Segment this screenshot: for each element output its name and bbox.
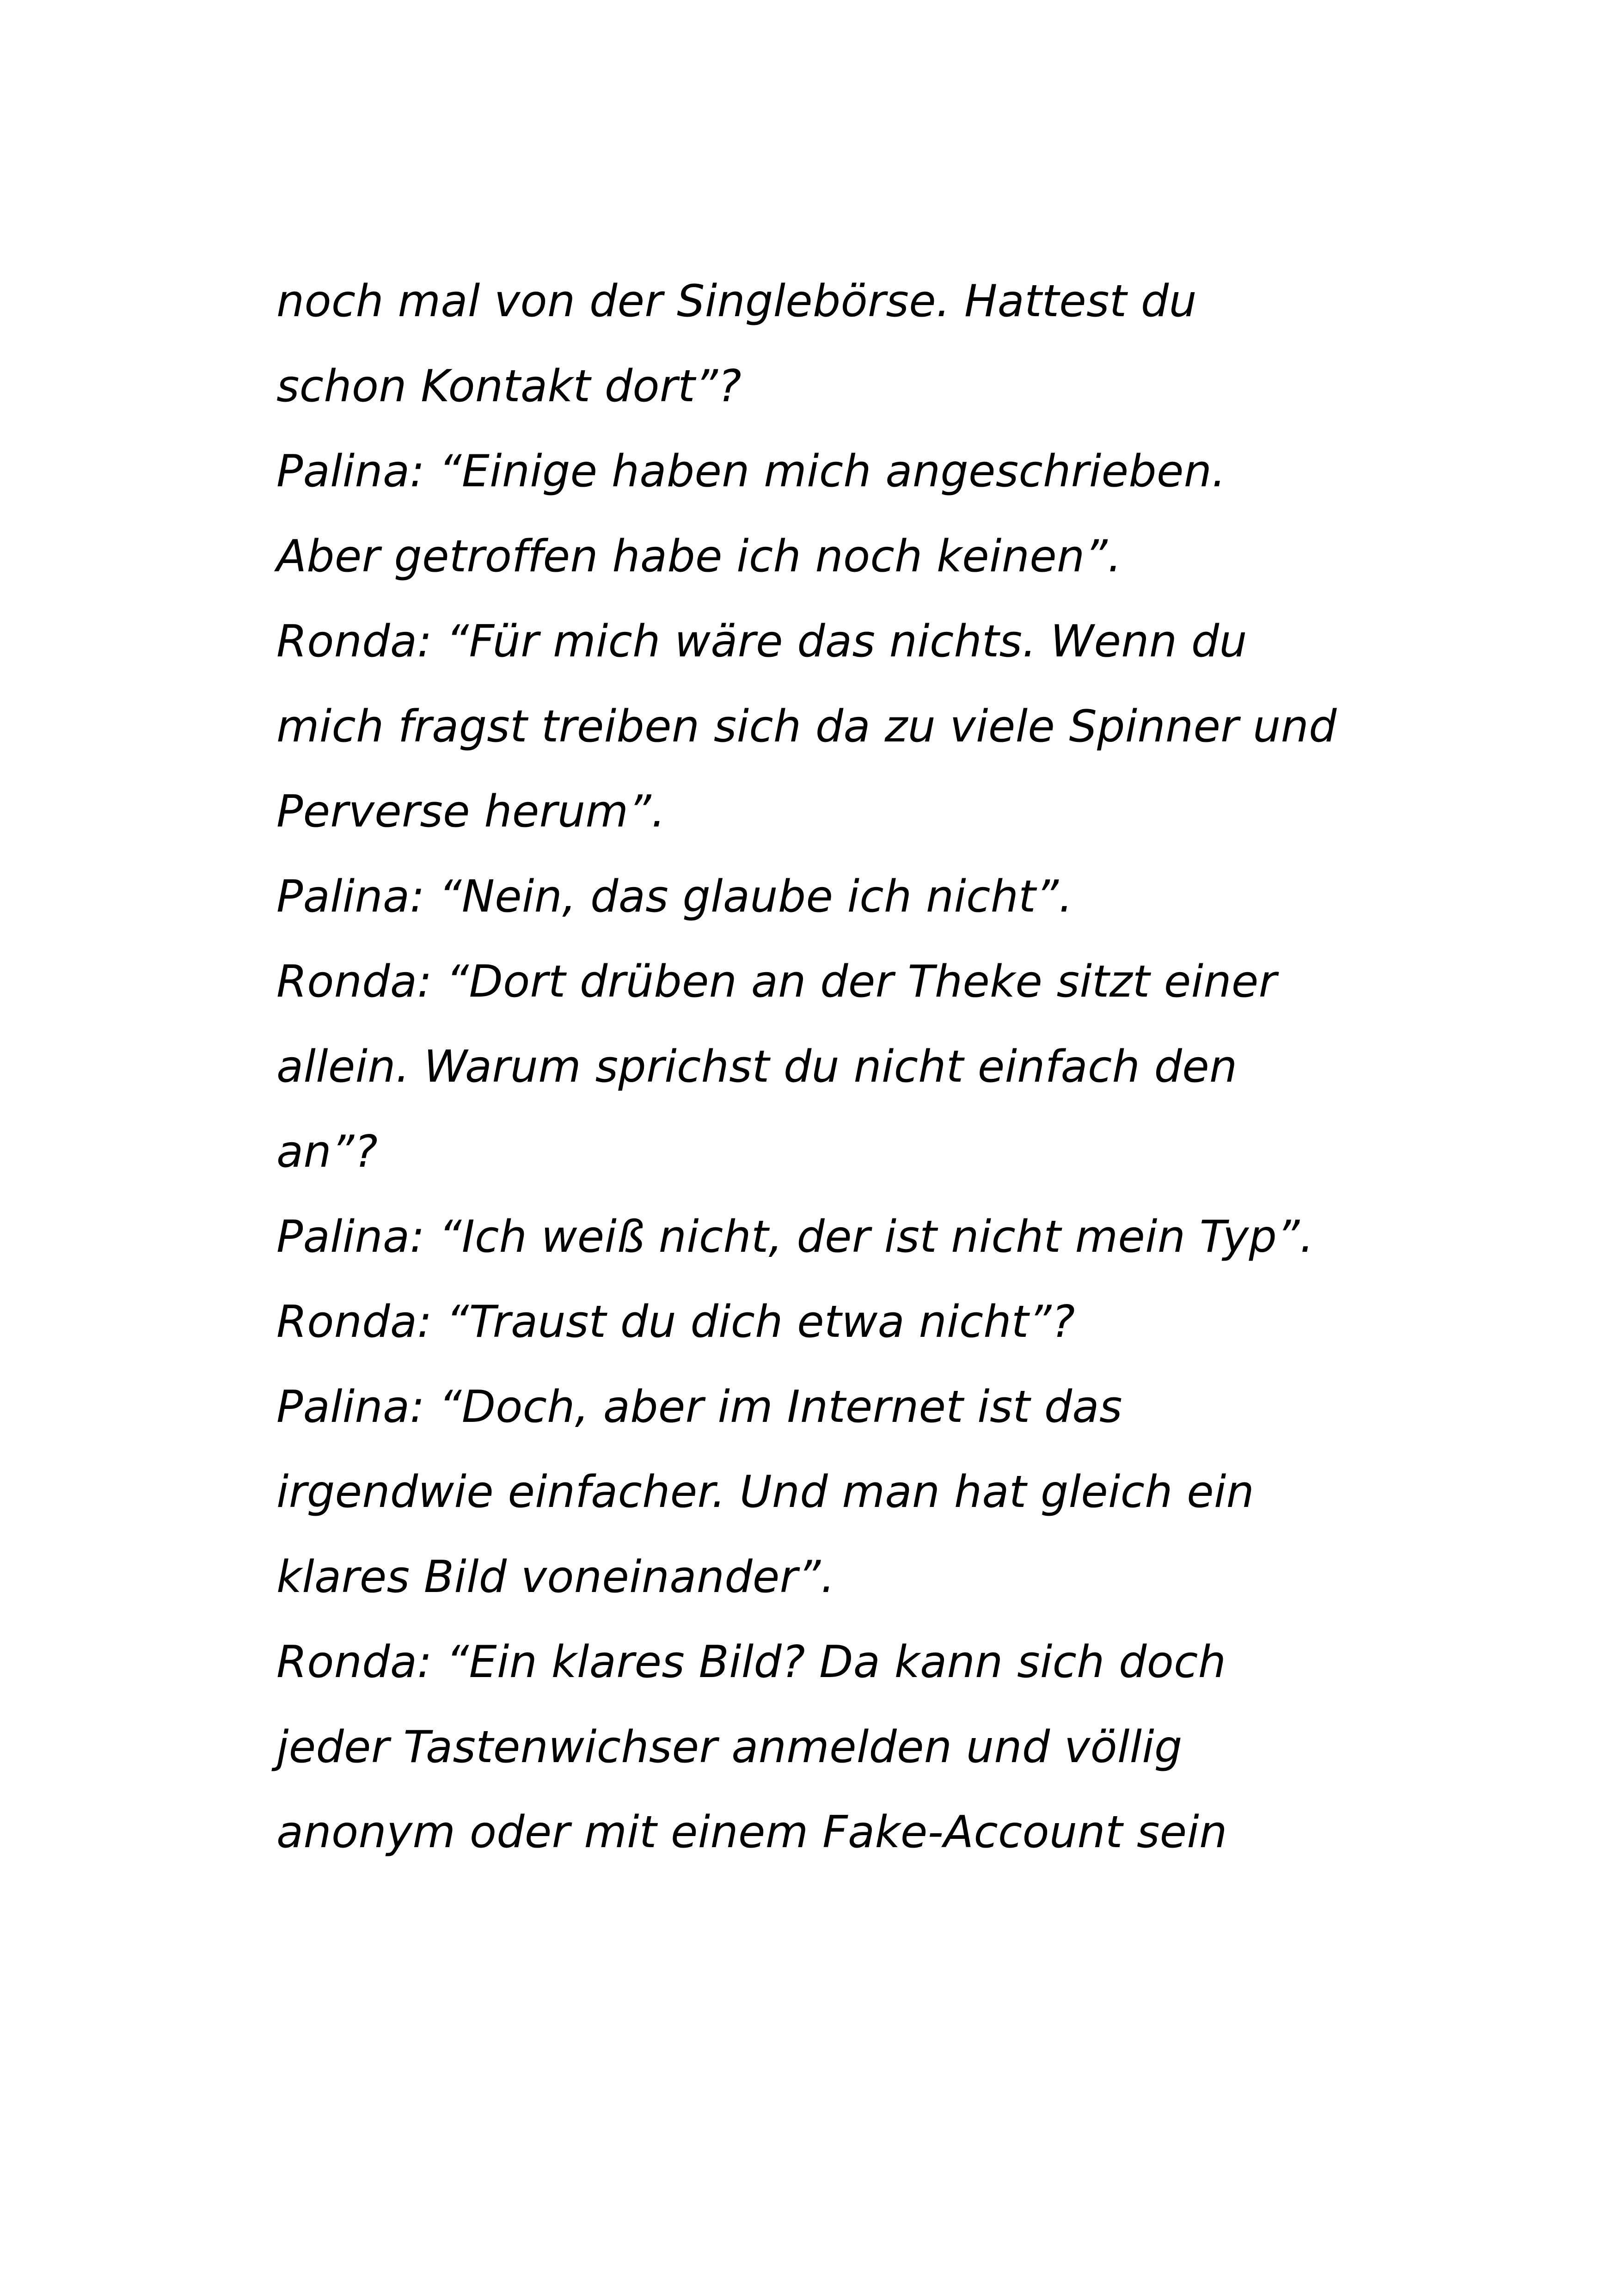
text-line: Ronda: “Dort drüben an der Theke sitzt einer [276,956,1277,1007]
text-line: anonym oder mit einem Fake-Account sein [276,1807,1227,1858]
text-line: noch mal von der Singlebörse. Hattest du [276,276,1197,327]
body-text [276,259,1478,1875]
text-line: Palina: “Nein, das glaube ich nicht”. [276,871,1073,922]
text-line: Perverse herum”. [276,786,666,837]
text-line: Ronda: “Für mich wäre das nichts. Wenn du [276,616,1247,667]
text-line: jeder Tastenwichser anmelden und völlig [276,1722,1183,1773]
text-line: Palina: “Einige haben mich angeschrieben. [276,446,1226,497]
text-line: Palina: “Doch, aber im Internet ist das [276,1382,1122,1433]
text-line: Palina: “Ich weiß nicht, der ist nicht mein Typ”. [276,1212,1314,1262]
text-line: schon Kontakt dort”? [276,361,742,412]
text-line: Ronda: “Traust du dich etwa nicht”? [276,1297,1075,1347]
text-line: allein. Warum sprichst du nicht einfach den [276,1041,1238,1092]
text-line: Ronda: “Ein klares Bild? Da kann sich doch [276,1637,1226,1688]
text-line: mich fragst treiben sich da zu viele Spinner und [276,701,1337,752]
text-line: Aber getroffen habe ich noch keinen”. [276,531,1122,582]
text-line: klares Bild voneinander”. [276,1552,835,1603]
text-line: an”? [276,1127,378,1177]
text-line: irgendwie einfacher. Und man hat gleich ein [276,1467,1255,1518]
